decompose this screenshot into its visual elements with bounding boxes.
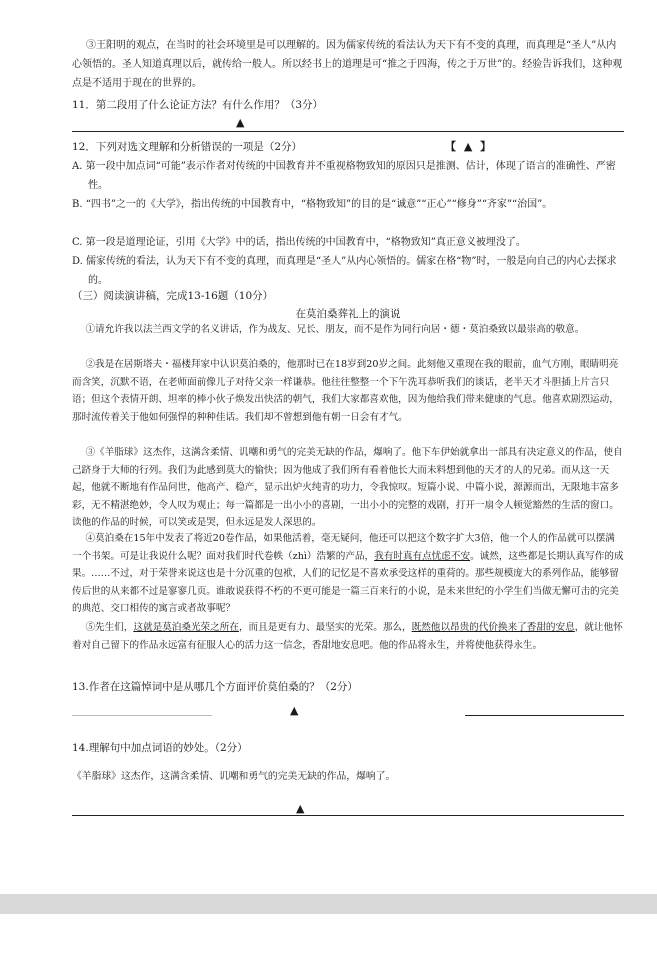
question-14-sentence: 《羊脂球》这杰作，这满含柔情、讥嘲和勇气的完美无缺的作品，爆响了。 xyxy=(72,771,396,782)
option-b: B. “四书”之一的《大学》，指出传统的中国教育中，“格物致知”的目的是“诚意”“正心”“修身”“齐家”“治国”。 xyxy=(72,199,553,210)
answer-line-q13-right xyxy=(465,715,624,716)
p4-text-start: ④莫泊桑在15年中发表了将近20卷作品，如果他活着，毫无疑问，他还可以把这个数字扩大3倍，他一个人的作品就可以摆满一个书架。可是让我说什么呢？面对我们时代卷帙（zhì）浩繁的产品， xyxy=(72,533,615,562)
speech-paragraph-2: ②我是在居斯塔夫・福楼拜家中认识莫泊桑的，他那时已在18岁到20岁之间。此刻他又重现在我的眼前，血气方刚，眼睛明亮而含笑，沉默不语，在老师面前像儿子对待父亲一样谦恭。他往往整整一个下午洗耳恭听我们的谈话，老半天才斗胆插上片言只语；但这个表情开朗、坦率的棒小伙子焕发出快活的朝气，我们大家都喜欢他，因为他给我们带来健康的气息。他喜欢剧烈运动，那时流传着关于他如何强悍的种种佳话。我们却不曾想到他有朝一日会有才气。 xyxy=(72,359,619,423)
p5-text-end: ，就让他怀着对自己留下的作品永远富有征服人心的活力这一信念，香甜地安息吧。他的作品将永生，并将使他获得永生。 xyxy=(72,622,623,651)
p5-underlined-sentence-1: 这就是莫泊桑光荣之所在 xyxy=(133,622,239,633)
question-12-stem: 12．下列对选文理解和分析错误的一项是（2分） xyxy=(72,141,303,153)
question-14: 14.理解句中加点词语的妙处。（2分） xyxy=(72,742,248,754)
answer-mark-q11: ▲ xyxy=(236,116,245,129)
section-3-heading: （三）阅读演讲稿，完成13-16题（10分） xyxy=(72,290,274,302)
option-d: D. 儒家传统的看法，认为天下有不变的真理，而真理是“圣人”从内心领悟的。儒家在格“物”时，一般是向自己的内心去探求的。 xyxy=(72,256,617,286)
bottom-gray-band xyxy=(0,894,657,914)
p5-underlined-sentence-2: 既然他以昂贵的代价换来了香甜的安息 xyxy=(411,622,575,633)
answer-mark-q14: ▲ xyxy=(296,802,305,815)
answer-line-q13-left xyxy=(72,715,212,716)
speech-paragraph-1: ①请允许我以法兰西文学的名义讲话，作为战友、兄长、朋友，而不是作为同行向居・德・莫泊桑致以最崇高的敬意。 xyxy=(85,324,585,335)
speech-title: 在莫泊桑葬礼上的演说 xyxy=(295,308,401,320)
speech-paragraph-5 xyxy=(72,619,624,654)
speech-paragraph-3: ③《羊脂球》这杰作，这满含柔情、讥嘲和勇气的完美无缺的作品，爆响了。他下车伊始就拿出一部具有决定意义的作品，使自己跻身于大师的行列。我们为此感到莫大的愉快；因为他成了我们所有看着他长大而未料想到他的天才的人的兄弟。而从这一天起，他就不断地有作品问世，他高产、稳产，显示出炉火纯青的功力，令我惊叹。短篇小说、中篇小说，源源而出，无限地丰富多彩，无不精湛绝妙，令人叹为观止；每一篇都是一出小小的喜剧，一出小小的完整的戏剧，打开一扇令人顿觉豁然的生活的窗口。读他的作品的时候，可以笑或是哭，但永远是发人深思的。 xyxy=(72,447,623,528)
answer-line-q14 xyxy=(72,815,624,816)
p4-underlined-sentence: 我有时真有点忧虑不安 xyxy=(374,550,471,562)
bottom-margin xyxy=(0,914,657,962)
p4-text-end: 。诚然，这些都是长期认真写作的成果。……不过，对于荣誉来说这也是十分沉重的包袱，人们的记忆是不喜欢承受这样的重荷的。那些规模庞大的系列作品，能够留传后世的从来都不过是寥寥几页。谁敢说获得不朽的不更可能是一篇三百来行的小说，是未来世纪的小学生们当做无懈可击的完美的典范、交口相传的寓言或者故事呢？ xyxy=(72,550,624,614)
answer-line-q11 xyxy=(72,131,624,132)
answer-bracket-q12: 【 ▲ 】 xyxy=(445,140,494,153)
question-11: 11．第二段用了什么论证方法？有什么作用？（3分） xyxy=(72,99,324,111)
option-c: C. 第一段是道理论证，引用《大学》中的话，指出传统的中国教育中，“格物致知”真正意义被埋没了。 xyxy=(72,237,526,248)
question-13: 13.作者在这篇悼词中是从哪几个方面评价莫伯桑的？（2分） xyxy=(72,681,358,693)
p5-text-start: ⑤先生们， xyxy=(85,622,134,633)
option-a: A. 第一段中加点词“可能”表示作者对传统的中国教育并不重视格物致知的原因只是推测、估计，体现了语言的准确性、严密性。 xyxy=(72,161,616,191)
speech-paragraph-4 xyxy=(72,530,624,618)
p5-text-middle: ，而且是更有力、最坚实的光荣。那么， xyxy=(238,622,412,633)
answer-mark-q13: ▲ xyxy=(290,704,299,717)
passage-paragraph-3: ③王阳明的观点，在当时的社会环境里是可以理解的。因为儒家传统的看法认为天下有不变的真理，而真理是“圣人”从内心领悟的。圣人知道真理以后，就传给一般人。所以经书上的道理是可“推之于四海，传之于万世”的。经验告诉我们，这种观点是不适用于现在的世界的。 xyxy=(72,40,623,89)
